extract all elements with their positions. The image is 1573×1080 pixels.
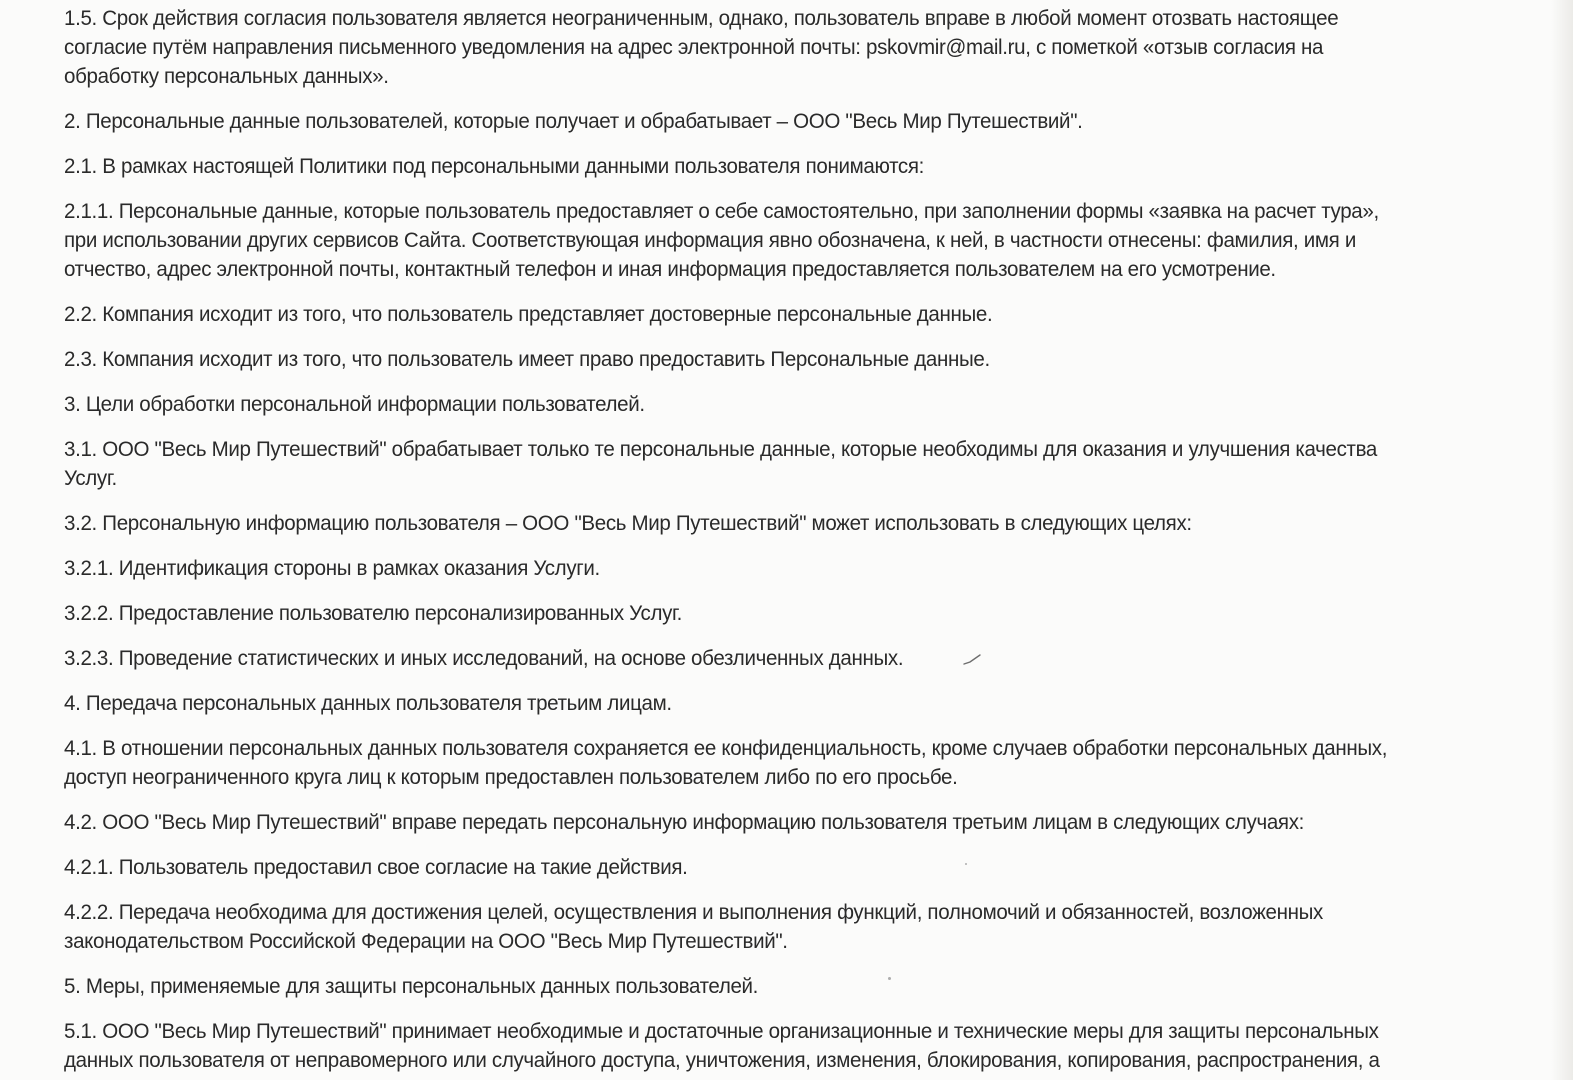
paragraph-3-2-3: 3.2.3. Проведение статистических и иных исследований, на основе обезличенных данных. <box>64 646 904 670</box>
paragraph-3: 3. Цели обработки персональной информации пользователей. <box>64 392 645 416</box>
paragraph-5-1: 5.1. ООО "Весь Мир Путешествий" принимает необходимые и достаточные организационные и технические меры для защиты персональных данных пользователя от неправомерного или случайного доступа, уничтожения, изменения, блокирования, копирования, распространения, а <box>64 1019 1380 1072</box>
paragraph-1-5: 1.5. Срок действия согласия пользователя является неограниченным, однако, пользователь вправе в любой момент отозвать настоящее согласие путём направления письменного уведомления на адрес электронной почты: pskovmir@mail.ru, с пометкой «отзыв согласия на обработку персональных данных». <box>64 6 1339 88</box>
paragraph-2-3: 2.3. Компания исходит из того, что пользователь имеет право предоставить Персональные данные. <box>64 347 990 371</box>
document-body <box>64 4 1411 1080</box>
paragraph-3-1: 3.1. ООО "Весь Мир Путешествий" обрабатывает только те персональные данные, которые необходимы для оказания и улучшения качества Услуг. <box>64 437 1378 490</box>
paragraph-5: 5. Меры, применяемые для защиты персональных данных пользователей. <box>64 974 759 998</box>
paragraph-4-2: 4.2. ООО "Весь Мир Путешествий" вправе передать персональную информацию пользователя третьим лицам в следующих случаях: <box>64 810 1305 834</box>
scan-shadow-edge <box>1551 0 1573 1080</box>
pen-tick-mark-icon <box>962 653 982 667</box>
paragraph-4-2-2: 4.2.2. Передача необходима для достижения целей, осуществления и выполнения функций, полномочий и обязанностей, возложенных законодательством Российской Федерации на ООО "Весь Мир Путешествий". <box>64 900 1323 953</box>
scan-speck <box>965 863 967 865</box>
paragraph-3-2-2: 3.2.2. Предоставление пользователю персонализированных Услуг. <box>64 601 683 625</box>
paragraph-2: 2. Персональные данные пользователей, которые получает и обрабатывает – ООО "Весь Мир Путешествий". <box>64 109 1083 133</box>
paragraph-3-2: 3.2. Персональную информацию пользователя – ООО "Весь Мир Путешествий" может использовать в следующих целях: <box>64 511 1192 535</box>
paragraph-4-2-1: 4.2.1. Пользователь предоставил свое согласие на такие действия. <box>64 855 688 879</box>
scan-speck <box>888 977 891 980</box>
paragraph-3-2-1: 3.2.1. Идентификация стороны в рамках оказания Услуги. <box>64 556 600 580</box>
paragraph-4-1: 4.1. В отношении персональных данных пользователя сохраняется ее конфиденциальность, кроме случаев обработки персональных данных, доступ неограниченного круга лиц к которым предоставлен пользователем либо по его просьбе. <box>64 736 1388 789</box>
paragraph-2-2: 2.2. Компания исходит из того, что пользователь представляет достоверные персональные данные. <box>64 302 993 326</box>
paragraph-2-1-1: 2.1.1. Персональные данные, которые пользователь предоставляет о себе самостоятельно, при заполнении формы «заявка на расчет тура», при использовании других сервисов Сайта. Соответствующая информация явно обозначена, к ней, в частности отнесены: фамилия, имя и отчество, адрес электронной почты, контактный телефон и иная информация предоставляется пользователем на его усмотрение. <box>64 199 1379 281</box>
paragraph-2-1: 2.1. В рамках настоящей Политики под персональными данными пользователя понимаются: <box>64 154 925 178</box>
paragraph-4: 4. Передача персональных данных пользователя третьим лицам. <box>64 691 672 715</box>
